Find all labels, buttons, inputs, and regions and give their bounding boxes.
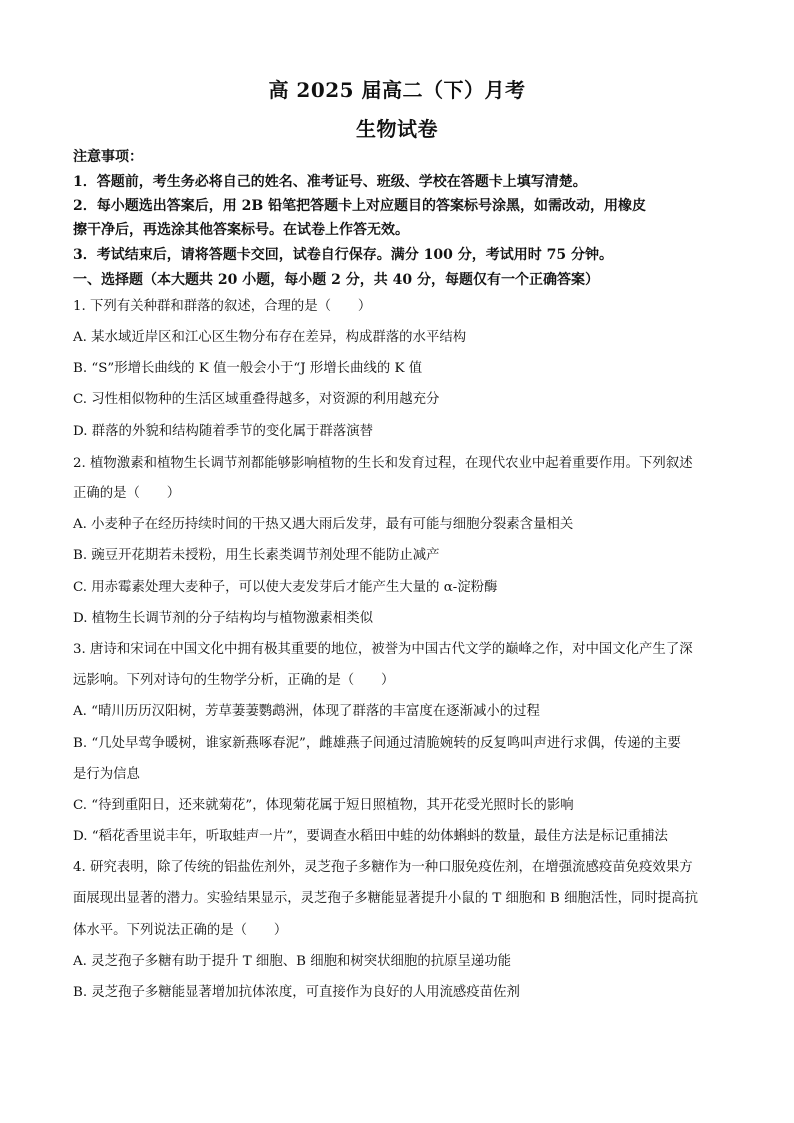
question-option: A. 灵芝孢子多糖有助于提升 T 细胞、B 细胞和树突状细胞的抗原呈递功能 — [73, 954, 512, 969]
notice-item: 2．每小题选出答案后，用 2B 铅笔把答题卡上对应题目的答案标号涂黑，如需改动，用橡皮 — [73, 198, 647, 214]
question-option: B. 豌豆开花期若未授粉，用生长素类调节剂处理不能防止减产 — [73, 548, 440, 563]
section-heading: 一、选择题（本大题共 20 小题，每小题 2 分，共 40 分，每题仅有一个正确答案） — [73, 272, 599, 288]
question-stem: 体水平。下列说法正确的是（ ） — [73, 923, 288, 938]
notice-item: 擦干净后，再选涂其他答案标号。在试卷上作答无效。 — [73, 222, 409, 238]
question-option: D. “稻花香里说丰年，听取蛙声一片”，要调查水稻田中蛙的幼体蝌蚪的数量，最佳方法是标记重捕法 — [73, 829, 668, 844]
question-stem: 3. 唐诗和宋词在中国文化中拥有极其重要的地位，被誉为中国古代文学的巅峰之作，对中国文化产生了深 — [73, 642, 693, 657]
question-stem: 面展现出显著的潜力。实验结果显示，灵芝孢子多糖能显著提升小鼠的 T 细胞和 B 细胞活性，同时提高抗 — [73, 891, 698, 906]
exam-title: 高 2025 届高二（下）月考 — [268, 78, 526, 102]
question-option: B. “S”形增长曲线的 K 值一般会小于“J 形增长曲线的 K 值 — [73, 361, 423, 376]
exam-subtitle: 生物试卷 — [356, 117, 438, 141]
question-option: B. “几处早莺争暖树，谁家新燕啄春泥”，雌雄燕子间通过清脆婉转的反复鸣叫声进行求偶，传递的主要 — [73, 736, 681, 751]
question-option: A. “晴川历历汉阳树，芳草萋萋鹦鹉洲，体现了群落的丰富度在逐渐减小的过程 — [73, 704, 540, 719]
notice-item: 1．答题前，考生务必将自己的姓名、准考证号、班级、学校在答题卡上填写清楚。 — [73, 174, 587, 190]
question-stem: 2. 植物激素和植物生长调节剂都能够影响植物的生长和发育过程，在现代农业中起着重要作用。下列叙述 — [73, 456, 693, 471]
question-option: C. “待到重阳日，还来就菊花”，体现菊花属于短日照植物，其开花受光照时长的影响 — [73, 798, 574, 813]
question-stem: 远影响。下列对诗句的生物学分析，正确的是（ ） — [73, 673, 395, 688]
question-stem: 正确的是（ ） — [73, 486, 181, 501]
notice-heading: 注意事项： — [73, 149, 143, 165]
question-option: C. 用赤霉素处理大麦种子，可以使大麦发芽后才能产生大量的 α-淀粉酶 — [73, 580, 498, 595]
question-stem: 4. 研究表明，除了传统的铝盐佐剂外，灵芝孢子多糖作为一种口服免疫佐剂，在增强流感疫苗免疫效果方 — [73, 860, 693, 875]
question-option: C. 习性相似物种的生活区域重叠得越多，对资源的利用越充分 — [73, 392, 440, 407]
question-option: 是行为信息 — [73, 767, 140, 782]
question-option: A. 小麦种子在经历持续时间的干热又遇大雨后发芽，最有可能与细胞分裂素含量相关 — [73, 517, 574, 532]
question-option: D. 植物生长调节剂的分子结构均与植物激素相类似 — [73, 611, 373, 626]
notice-item: 3．考试结束后，请将答题卡交回，试卷自行保存。满分 100 分，考试用时 75 分钟。 — [73, 247, 613, 263]
question-stem: 1. 下列有关种群和群落的叙述，合理的是（ ） — [73, 299, 372, 314]
question-option: D. 群落的外貌和结构随着季节的变化属于群落演替 — [73, 424, 373, 439]
question-option: B. 灵芝孢子多糖能显著增加抗体浓度，可直接作为良好的人用流感疫苗佐剂 — [73, 985, 520, 1000]
question-option: A. 某水域近岸区和江心区生物分布存在差异，构成群落的水平结构 — [73, 330, 467, 345]
